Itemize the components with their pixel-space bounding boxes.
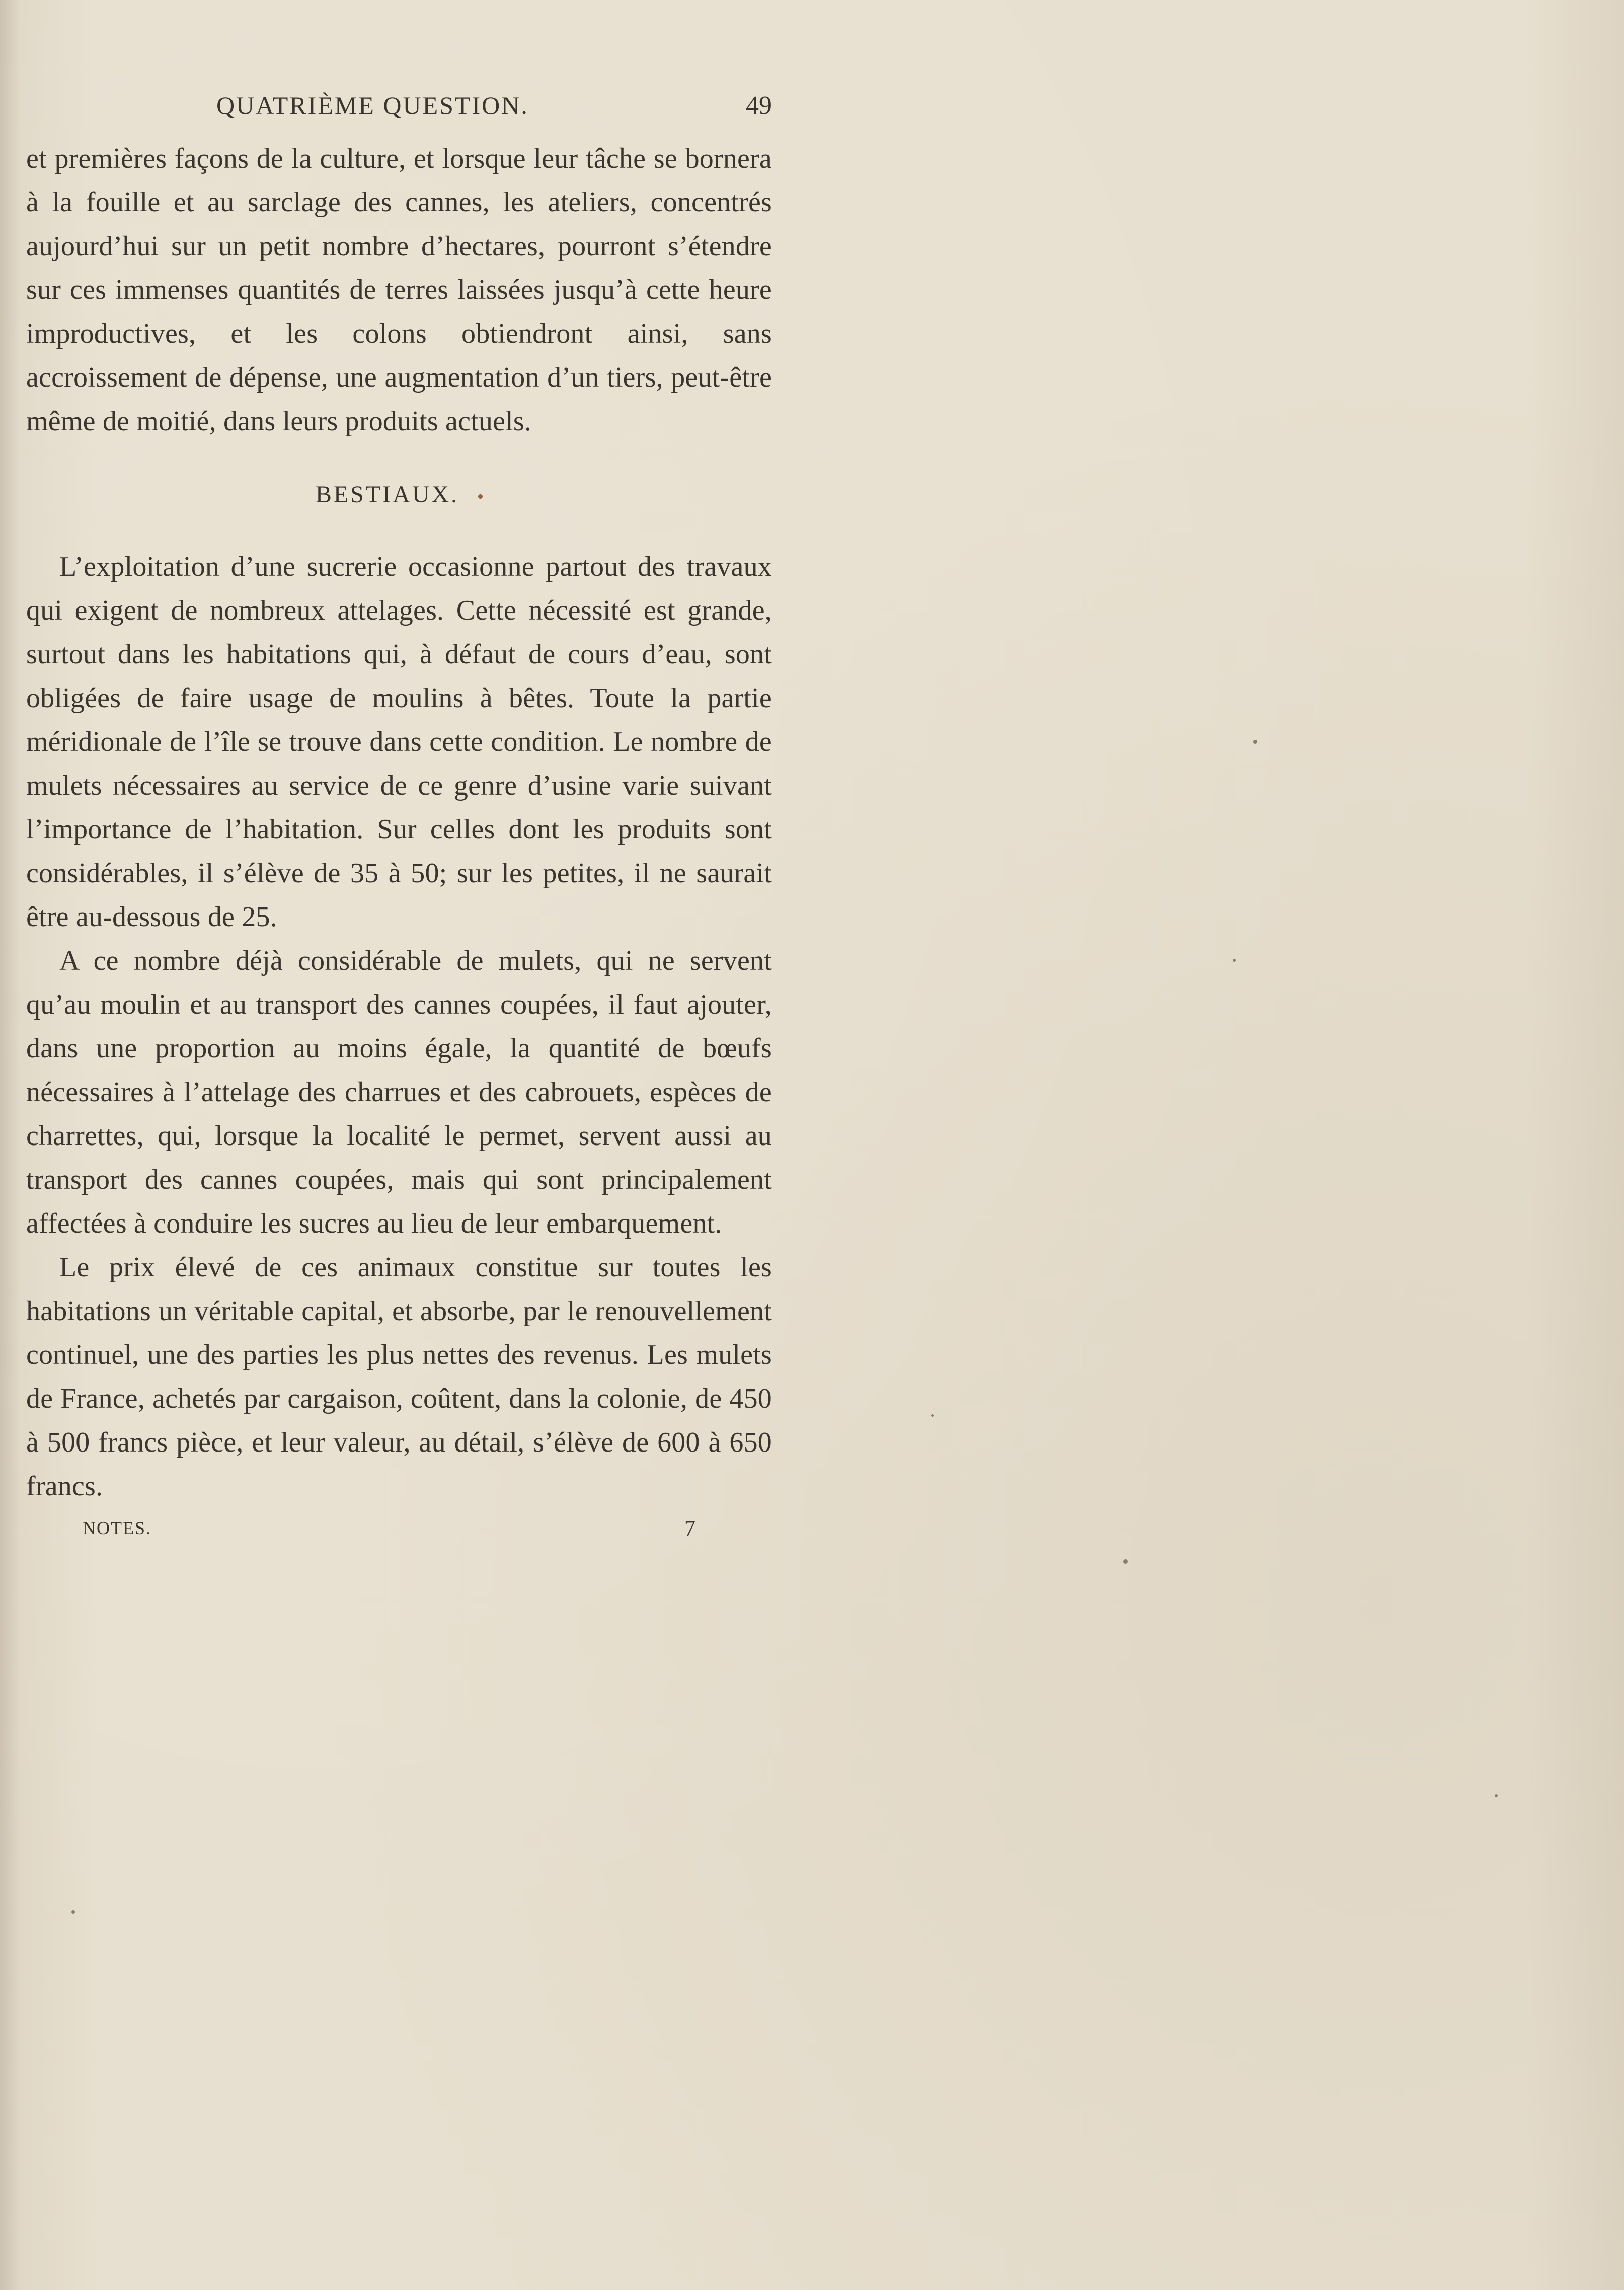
page-fold-shadow <box>0 0 20 2290</box>
paper-speck <box>1253 740 1257 744</box>
paper-speck <box>1233 959 1236 962</box>
running-head <box>26 81 772 137</box>
paper-speck <box>71 1910 75 1914</box>
page-number: 49 <box>746 91 772 120</box>
paper-speck <box>1495 1794 1498 1797</box>
paragraph-continued: et premières façons de la culture, et lorsque leur tâche se bornera à la fouille et au sarclage des cannes, les ateliers, concentrés aujourd’hui sur un petit nombre d’hectares, pourront s’étendre sur ces immenses quantités de terres laissées jusqu’à cette heure improductives, et les colons obtiendront ainsi, sans accroissement de dépense, une augmentation d’un tiers, peut-être même de moitié, dans leurs produits actuels. <box>26 143 772 437</box>
paper-speck <box>931 1414 934 1417</box>
running-head-title: QUATRIÈME QUESTION. <box>216 91 529 119</box>
signature-mark: NOTES. <box>83 1518 151 1538</box>
paper-speck <box>1123 1559 1128 1564</box>
section-heading-text: BESTIAUX. <box>315 481 459 508</box>
signature-number: 7 <box>684 1516 697 1541</box>
paragraph: A ce nombre déjà considérable de mulets, qui ne servent qu’au moulin et au transport des cannes coupées, il faut ajouter, dans une proportion au moins égale, la quantité de bœufs nécessaires à l’attelage des charrues et des cabrouets, espèces de charrettes, qui, lorsque la localité le permet, servent aussi au transport des cannes coupées, mais qui sont principalement affectées à conduire les sucres au lieu de leur embarquement. <box>26 945 772 1239</box>
ornament-dot-icon <box>478 494 483 499</box>
paragraph: Le prix élevé de ces animaux constitue sur toutes les habitations un véritable capital, et absorbe, par le renouvellement continuel, une des parties les plus nettes des revenus. Les mulets de France, achetés par cargaison, coûtent, dans la colonie, de 450 à 500 francs pièce, et leur valeur, au détail, s’élève de 600 à 650 francs. <box>26 1252 772 1502</box>
section-heading <box>26 480 772 510</box>
text-block <box>26 81 772 1556</box>
paragraph: L’exploitation d’une sucrerie occasionne partout des travaux qui exigent de nombreux attelages. Cette nécessité est grande, surtout dans les habitations qui, à défaut de cours d’eau, sont obligées de faire usage de moulins à bêtes. Toute la partie méridionale de l’île se trouve dans cette condition. Le nombre de mulets nécessaires au service de ce genre d’usine varie suivant l’importance de l’habitation. Sur celles dont les produits sont considérables, il s’élève de 35 à 50; sur les petites, il ne saurait être au-dessous de 25. <box>26 551 772 933</box>
signature-line <box>26 1515 772 1556</box>
